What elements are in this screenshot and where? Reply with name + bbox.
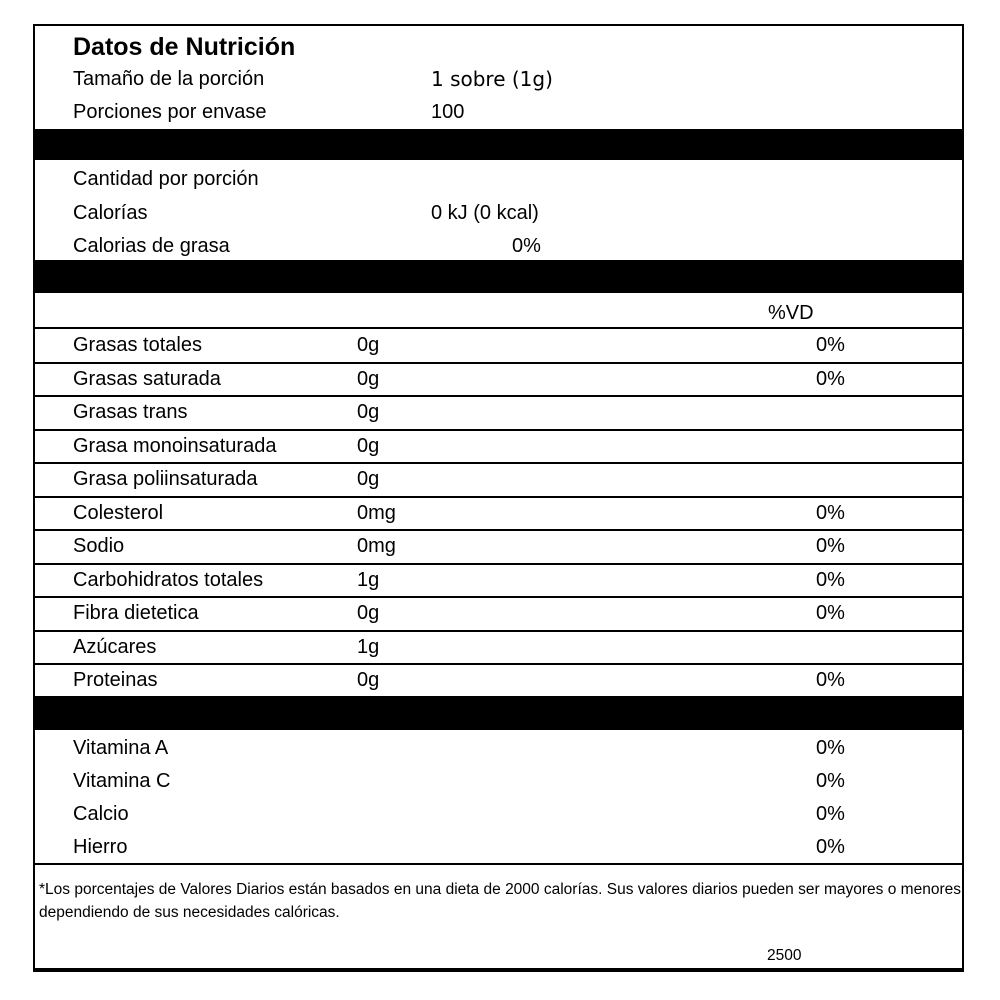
row-divider <box>35 496 962 498</box>
nutrient-amount: 1g <box>357 635 380 658</box>
vitamin-name: Calcio <box>73 803 129 825</box>
nutrient-name: Azúcares <box>73 635 157 658</box>
fat-calories-label: Calorias de grasa <box>73 235 230 257</box>
vitamin-dv: 0% <box>816 803 845 825</box>
divider-bar <box>35 260 962 293</box>
nutrient-amount: 0g <box>357 602 380 624</box>
divider-bar <box>35 696 962 730</box>
nutrient-dv: 0% <box>816 501 845 524</box>
footnote-calories: 2500 <box>767 947 802 964</box>
vitamin-name: Vitamina A <box>73 737 169 759</box>
row-divider <box>35 429 962 431</box>
divider-bar <box>35 129 962 160</box>
vitamin-name: Vitamina C <box>73 770 171 792</box>
nutrient-name: Sodio <box>73 535 125 557</box>
nutrient-name: Grasas totales <box>73 334 202 356</box>
row-divider <box>35 596 962 598</box>
nutrient-amount: 0g <box>357 401 380 423</box>
nutrient-dv: 0% <box>816 568 845 591</box>
nutrient-name: Grasa monoinsaturada <box>73 434 277 457</box>
row-divider <box>35 327 962 329</box>
row-divider <box>35 395 962 397</box>
vitamin-dv: 0% <box>816 836 845 858</box>
row-divider <box>35 529 962 531</box>
amount-per-serving-header: Cantidad por porción <box>73 168 259 190</box>
nutrient-amount: 0g <box>357 468 380 490</box>
nutrient-dv: 0% <box>816 367 845 390</box>
serving-size-value: 1 sobre (1g) <box>431 67 553 91</box>
fat-calories-value: 0% <box>512 235 541 257</box>
nutrient-amount: 0g <box>357 367 380 390</box>
row-divider <box>35 663 962 665</box>
nutrition-label <box>33 24 964 972</box>
nutrient-name: Colesterol <box>73 501 164 524</box>
nutrient-name: Proteinas <box>73 669 158 691</box>
calories-label: Calorías <box>73 202 148 224</box>
serving-size-label: Tamaño de la porción <box>73 68 265 90</box>
servings-per-container-label: Porciones por envase <box>73 101 267 123</box>
row-divider <box>35 563 962 565</box>
nutrient-amount: 0g <box>357 434 380 457</box>
nutrient-dv: 0% <box>816 669 845 691</box>
nutrient-name: Carbohidratos totales <box>73 568 264 591</box>
nutrient-name: Grasas trans <box>73 401 188 423</box>
vitamin-name: Hierro <box>73 836 128 858</box>
nutrient-dv: 0% <box>816 535 845 557</box>
nutrient-dv: 0% <box>816 602 845 624</box>
calories-value: 0 kJ (0 kcal) <box>431 202 539 224</box>
label-title: Datos de Nutrición <box>73 33 296 61</box>
row-divider <box>35 362 962 364</box>
nutrient-name: Grasa poliinsaturada <box>73 468 258 490</box>
vitamin-dv: 0% <box>816 737 845 759</box>
row-divider <box>35 630 962 632</box>
nutrient-name: Fibra dietetica <box>73 602 199 624</box>
vitamin-dv: 0% <box>816 770 845 792</box>
nutrient-amount: 0g <box>357 334 380 356</box>
row-divider <box>35 462 962 464</box>
dv-header: %VD <box>768 302 814 324</box>
row-divider <box>35 863 962 865</box>
nutrient-dv: 0% <box>816 334 845 356</box>
nutrient-amount: 0mg <box>357 501 396 524</box>
nutrient-amount: 1g <box>357 568 380 591</box>
nutrient-amount: 0mg <box>357 535 396 557</box>
nutrient-amount: 0g <box>357 669 380 691</box>
footnote: *Los porcentajes de Valores Diarios están basados en una dieta de 2000 calorías. Sus valores diarios pueden ser mayores o menores dependiendo de sus necesidades calóricas. <box>39 881 961 921</box>
nutrient-name: Grasas saturada <box>73 367 221 390</box>
servings-per-container-value: 100 <box>431 101 465 123</box>
